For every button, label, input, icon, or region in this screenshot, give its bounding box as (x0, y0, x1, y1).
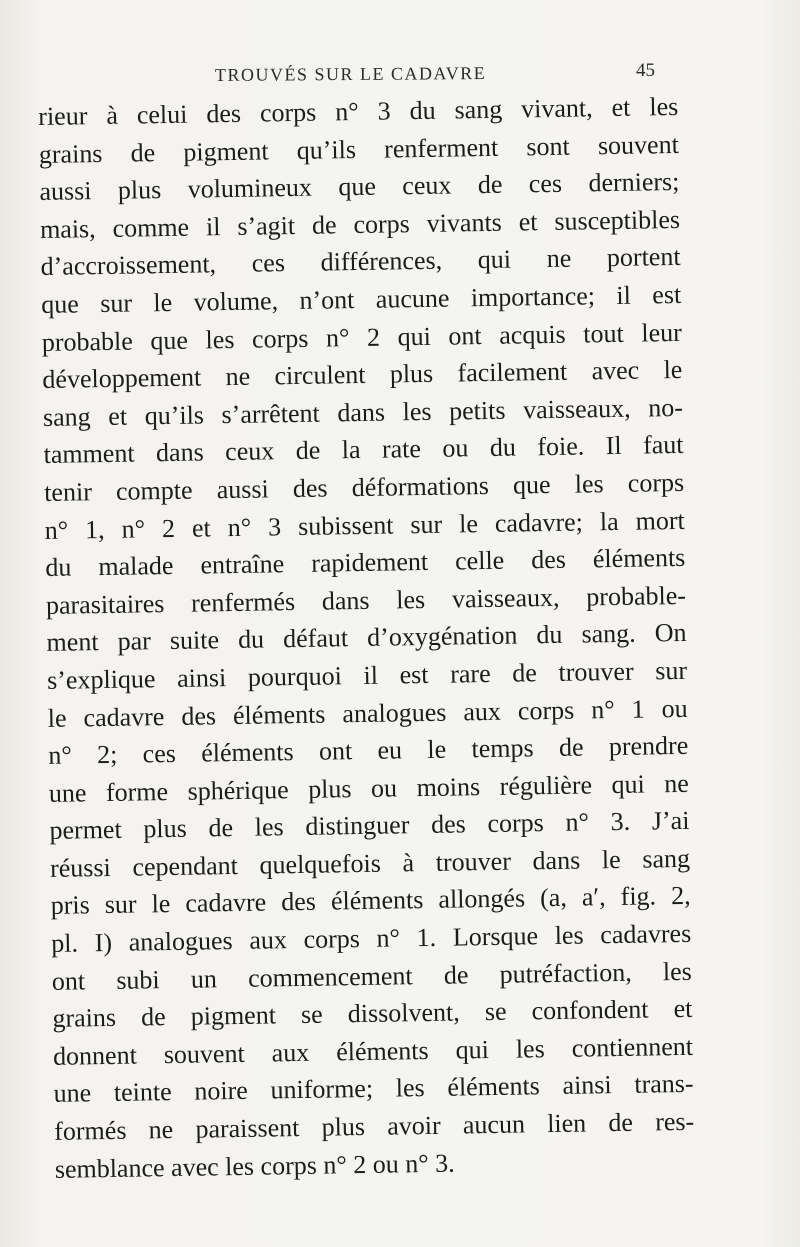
text-line: mais, comme il s’agit de corps vivants et susceptibles (39, 204, 681, 244)
text-line: probable que les corps n° 2 qui ont acquis tout leur (41, 317, 682, 357)
text-line: n° 1, n° 2 et n° 3 subissent sur le cadavre; la mort (44, 505, 685, 545)
text-line: développement ne circulent plus facilement avec le (42, 355, 683, 395)
text-line: tamment dans ceux de la rate ou du foie. Il faut (43, 430, 684, 470)
text-line: grains de pigment qu’ils renferment sont souvent (38, 129, 680, 169)
text-line: du malade entraîne rapidement celle des éléments (45, 543, 686, 583)
text-line: que sur le volume, n’ont aucune importance; il est (41, 279, 682, 319)
text-line: ont subi un commencement de putréfaction, les (51, 956, 693, 996)
text-line: donnent souvent aux éléments qui les contiennent (52, 1031, 694, 1071)
text-line: s’explique ainsi pourquoi il est rare de trouver sur (46, 655, 688, 695)
text-line: parasitaires renfermés dans les vaisseaux, probable- (45, 580, 687, 620)
text-line: une teinte noire uniforme; les éléments ainsi trans- (53, 1069, 694, 1109)
text-line: grains de pigment se dissolvent, se confondent et (52, 994, 693, 1034)
text-line: aussi plus volumineux que ceux de ces derniers; (39, 167, 680, 207)
running-head: TROUVÉS SUR LE CADAVRE (214, 63, 487, 85)
text-line: le cadavre des éléments analogues aux corps n° 1 ou (47, 693, 688, 733)
text-line: une forme sphérique plus ou moins régulière qui ne (48, 768, 690, 808)
text-line: d’accroissement, ces différences, qui ne portent (40, 242, 681, 282)
text-line: n° 2; ces éléments ont eu le temps de prendre (48, 730, 689, 771)
text-line: pl. I) analogues aux corps n° 1. Lorsque les cadavres (51, 918, 692, 958)
text-line: réussi cependant quelquefois à trouver dans le sang (49, 843, 691, 883)
text-line: rieur à celui des corps n° 3 du sang vivant, et les (38, 91, 679, 131)
text-line: formés ne paraissent plus avoir aucun lien de res- (54, 1106, 695, 1146)
text-line: permet plus de les distinguer des corps n° 3. J’ai (49, 806, 690, 846)
text-line: tenir compte aussi des déformations que les corps (43, 467, 685, 507)
text-line: semblance avec les corps n° 2 ou n° 3. (54, 1148, 455, 1184)
text-line: pris sur le cadavre des éléments allongés (a, a′, fig. 2, (50, 881, 691, 921)
text-line: ment par suite du défaut d’oxygénation du sang. On (46, 618, 687, 658)
text-line: sang et qu’ils s’arrêtent dans les petits vaisseaux, no- (42, 392, 684, 432)
body-text (38, 88, 695, 1188)
page-number: 45 (636, 60, 655, 81)
